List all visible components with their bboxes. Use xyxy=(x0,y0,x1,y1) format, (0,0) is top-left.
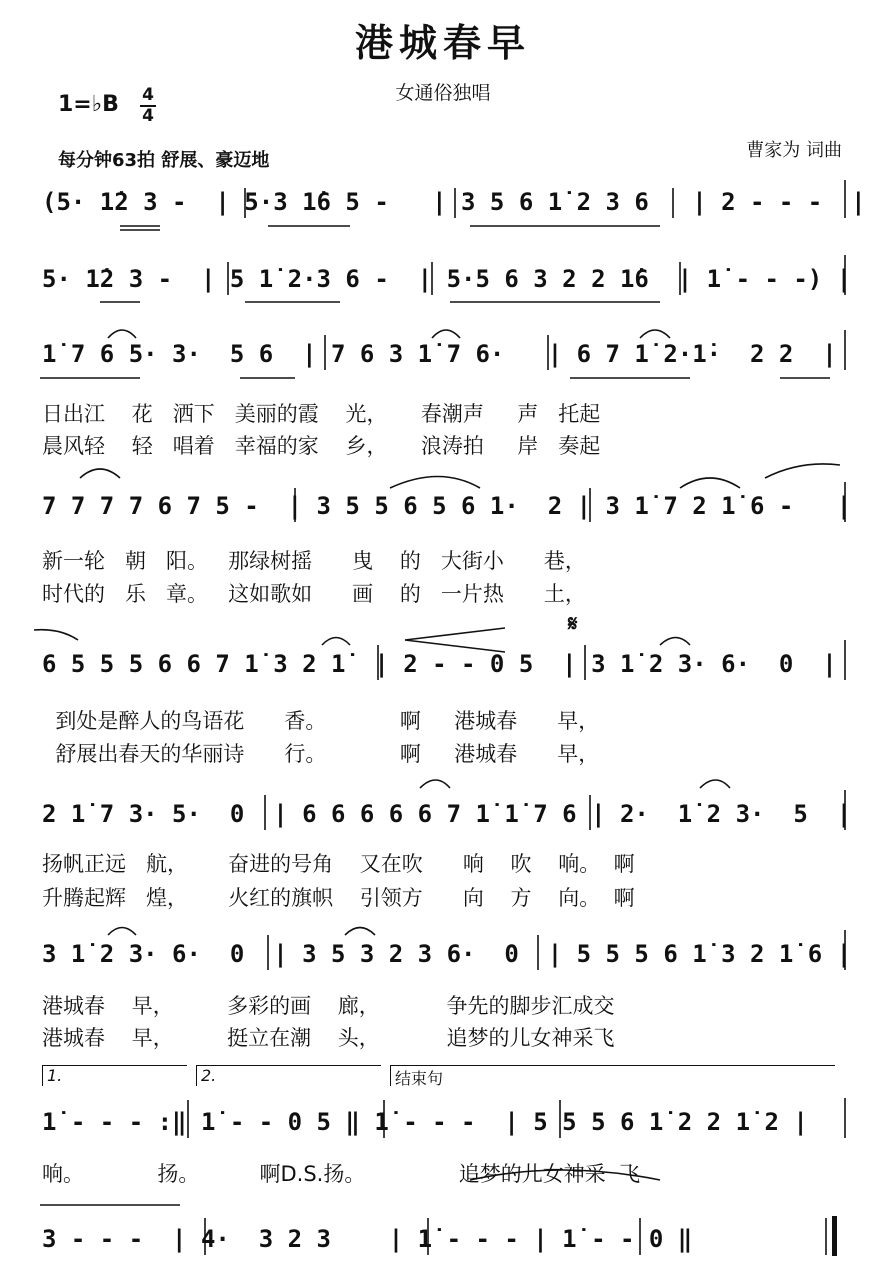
notation-row: 3 - - - | 4· 3 2 3 | 1̇ - - - | 1̇ - - 0 ‖ xyxy=(42,1225,693,1253)
lyric-line: 升腾起辉 煌， 火红的旗帜 引领方 向 方 向。 啊 xyxy=(42,886,635,910)
song-subtitle: 女通俗独唱 xyxy=(395,82,491,104)
notation-row: (5· 1̇2 3 - | 5·3 1̇6 5 - | 3 5 6 1̇ 2 3 6 | 2 - - - | xyxy=(42,188,866,216)
second-ending-bracket: 2. xyxy=(196,1065,381,1086)
notation-row: 1̇ 7 6 5· 3· 5 6 | 7 6 3 1̇ 7 6· | 6 7 1̇ 2·1̇· 2 2 | xyxy=(42,340,837,368)
notation-row: 2 1̇ 7 3· 5· 0 | 6 6 6 6 6 7 1̇ 1̇ 7 6 | 2· 1̇ 2 3· 5 | xyxy=(42,800,852,828)
lyric-line: 港城春 早， 多彩的画 廊， 争先的脚步汇成交 xyxy=(42,994,615,1018)
tempo-marking: 每分钟63拍 舒展、豪迈地 xyxy=(58,150,270,171)
ending-phrase-bracket: 结束句 xyxy=(390,1065,835,1086)
composer-credit: 曹家为 词曲 xyxy=(746,140,842,161)
lyric-line: 晨风轻 轻 唱着 幸福的家 乡， 浪涛拍 岸 奏起 xyxy=(42,434,601,458)
lyric-line: 响。 扬。 啊D.S.扬。 追梦的儿女神采 飞 xyxy=(42,1162,641,1186)
segno-sign: 𝄋 xyxy=(568,612,578,637)
notation-row: 5· 1̇2 3 - | 5 1̇ 2·3 6 - | 5·5 6 3 2 2 1̇6 | 1̇ - - -) | xyxy=(42,265,852,293)
lyric-line: 港城春 早， 挺立在潮 头， 追梦的儿女神采飞 xyxy=(42,1026,615,1050)
notation-row: 1̇ - - - :‖ 1̇ - - 0 5 ‖ 1̇ - - - | 5 5 5 6 1̇ 2 2 1̇ 2 | xyxy=(42,1108,808,1136)
lyric-line: 到处是醉人的鸟语花 香。 啊 港城春 早， xyxy=(42,709,600,733)
lyric-line: 日出江 花 洒下 美丽的霞 光， 春潮声 声 托起 xyxy=(42,402,601,426)
lyric-line: 时代的 乐 章。 这如歌如 画 的 一片热 土， xyxy=(42,582,586,606)
notation-row: 6 5 5 5 6 6 7 1̇ 3 2 1̇ | 2 - - 0 5 | 3 1̇ 2 3· 6· 0 | xyxy=(42,650,837,678)
key-signature: 1=♭B xyxy=(58,92,119,117)
lyric-line: 舒展出春天的华丽诗 行。 啊 港城春 早， xyxy=(42,742,600,766)
lyric-line: 扬帆正远 航， 奋进的号角 又在吹 响 吹 响。 啊 xyxy=(42,852,635,876)
song-title: 港城春早 xyxy=(354,21,531,65)
notation-row: 7 7 7 7 6 7 5 - | 3 5 5 6 5 6 1· 2 | 3 1̇ 7 2 1̇ 6 - | xyxy=(42,492,852,520)
lyric-line: 新一轮 朝 阳。 那绿树摇 曳 的 大街小 巷， xyxy=(42,549,586,573)
time-signature-bottom: 4 xyxy=(140,105,156,126)
first-ending-bracket: 1. xyxy=(42,1065,187,1086)
time-signature-top: 4 xyxy=(142,85,154,105)
notation-row: 3 1̇ 2 3· 6· 0 | 3 5 3 2 3 6· 0 | 5 5 5 6 1̇ 3 2 1̇ 6 | xyxy=(42,940,852,968)
